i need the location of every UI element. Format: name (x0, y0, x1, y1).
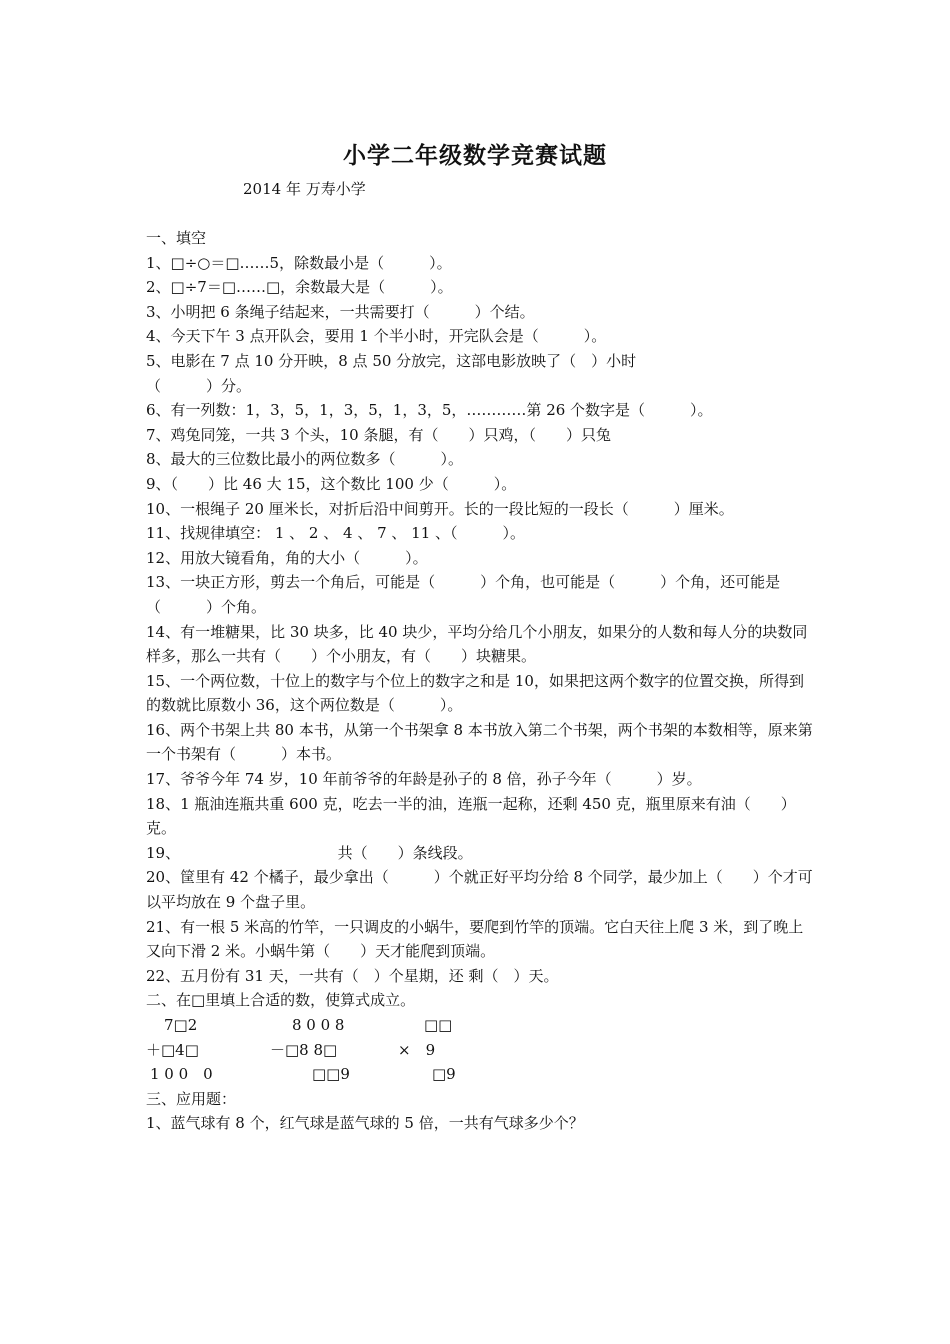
question-22: 22、五月份有 31 天，一共有（ ）个星期，还 剩（ ）天。 (146, 966, 559, 985)
arithmetic-row-1 (146, 1013, 816, 1038)
question-5: 5、电影在 7 点 10 分开映，8 点 50 分放完，这部电影放映了（ ）小时 (146, 351, 637, 370)
question-6: 6、有一列数：1，3，5，1，3，5，1，3，5，…………第 26 个数字是（ ）。 (146, 401, 713, 420)
question-10: 10、一根绳子 20 厘米长，对折后沿中间剪开。长的一段比短的一段长（ ）厘米。 (146, 499, 734, 518)
page-subtitle: 2014 年 万寿小学 (243, 180, 366, 198)
section-heading-fill-in: 一、填空 (146, 229, 207, 247)
question-8: 8、最大的三位数比最小的两位数多（ ）。 (146, 450, 464, 469)
question-3: 3、小明把 6 条绳子结起来，一共需要打（ ）个结。 (146, 302, 535, 321)
question-20: 20、筐里有 42 个橘子，最少拿出（ ）个就正好平均分给 8 个同学，最少加上（ ）个才可以平均放在 9 个盘子里。 (146, 868, 813, 912)
exam-content (146, 226, 816, 1136)
arith-3-operand-bottom: × 9 (398, 1040, 436, 1059)
question-12: 12、用放大镜看角，角的大小（ ）。 (146, 548, 428, 567)
arith-2-operand-top: 8 0 0 8 (292, 1016, 345, 1034)
arithmetic-row-2 (146, 1038, 816, 1063)
question-2: 2、□÷7＝□……□，余数最大是（ ）。 (146, 278, 453, 297)
arith-2-operand-bottom: －□8 8□ (270, 1040, 338, 1059)
question-13: 13、一块正方形，剪去一个角后，可能是（ ）个角，也可能是（ ）个角，还可能是（ ）个角。 (146, 573, 781, 616)
question-14: 14、有一堆糖果，比 30 块多，比 40 块少，平均分给几个小朋友，如果分的人数和每人分的块数同样多，那么一共有（ ）个小朋友，有（ ）块糖果。 (146, 622, 808, 666)
question-15: 15、一个两位数，十位上的数字与个位上的数字之和是 10，如果把这两个数字的位置交换，所得到的数就比原数小 36，这个两位数是（ ）。 (146, 671, 804, 715)
question-17: 17、爷爷今年 74 岁，10 年前爷爷的年龄是孙子的 8 倍，孙子今年（ ）岁。 (146, 770, 702, 789)
question-1: 1、□÷○＝□……5，除数最小是（ ）。 (146, 253, 452, 272)
question-21: 21、有一根 5 米高的竹竿，一只调皮的小蜗牛，要爬到竹竿的顶端。它白天往上爬 3 米，到了晚上又向下滑 2 米。小蜗牛第（ ）天才能爬到顶端。 (146, 917, 804, 961)
arithmetic-row-3 (146, 1062, 816, 1087)
arith-3-operand-top: □□ (424, 1016, 453, 1034)
question-16: 16、两个书架上共 80 本书，从第一个书架拿 8 本书放入第二个书架，两个书架的本数相等，原来第一个书架有（ ）本书。 (146, 720, 813, 764)
arith-1-result: 1 0 0 0 (150, 1065, 213, 1084)
section-heading-arithmetic: 二、在□里填上合适的数，使算式成立。 (146, 991, 416, 1010)
arith-1-operand-bottom: ＋□4□ (146, 1040, 199, 1059)
word-problem-1: 1、蓝气球有 8 个，红气球是蓝气球的 5 倍，一共有气球多少个？ (146, 1114, 584, 1133)
question-11: 11、找规律填空： 1 、 2 、 4 、 7 、 11 、（ ）。 (146, 524, 526, 543)
section-heading-word-problems: 三、应用题： (146, 1089, 237, 1108)
question-9: 9、（ ）比 46 大 15，这个数比 100 少（ ）。 (146, 474, 517, 493)
question-7: 7、鸡兔同笼，一共 3 个头，10 条腿，有（ ）只鸡，（ ）只兔 (146, 425, 611, 444)
question-18: 18、1 瓶油连瓶共重 600 克，吃去一半的油，连瓶一起称，还剩 450 克，瓶里原来有油（ ）克。 (146, 794, 796, 838)
question-19: 19、 共（ ）条线段。 (146, 843, 473, 862)
arith-2-result: □□9 (312, 1065, 350, 1084)
page-title: 小学二年级数学竞赛试题 (343, 142, 607, 169)
question-4: 4、今天下午 3 点开队会，要用 1 个半小时，开完队会是（ ）。 (146, 327, 607, 346)
question-5-continued: （ ）分。 (146, 376, 252, 395)
arith-1-operand-top: 7□2 (164, 1016, 198, 1034)
arith-3-result: □9 (432, 1065, 456, 1084)
